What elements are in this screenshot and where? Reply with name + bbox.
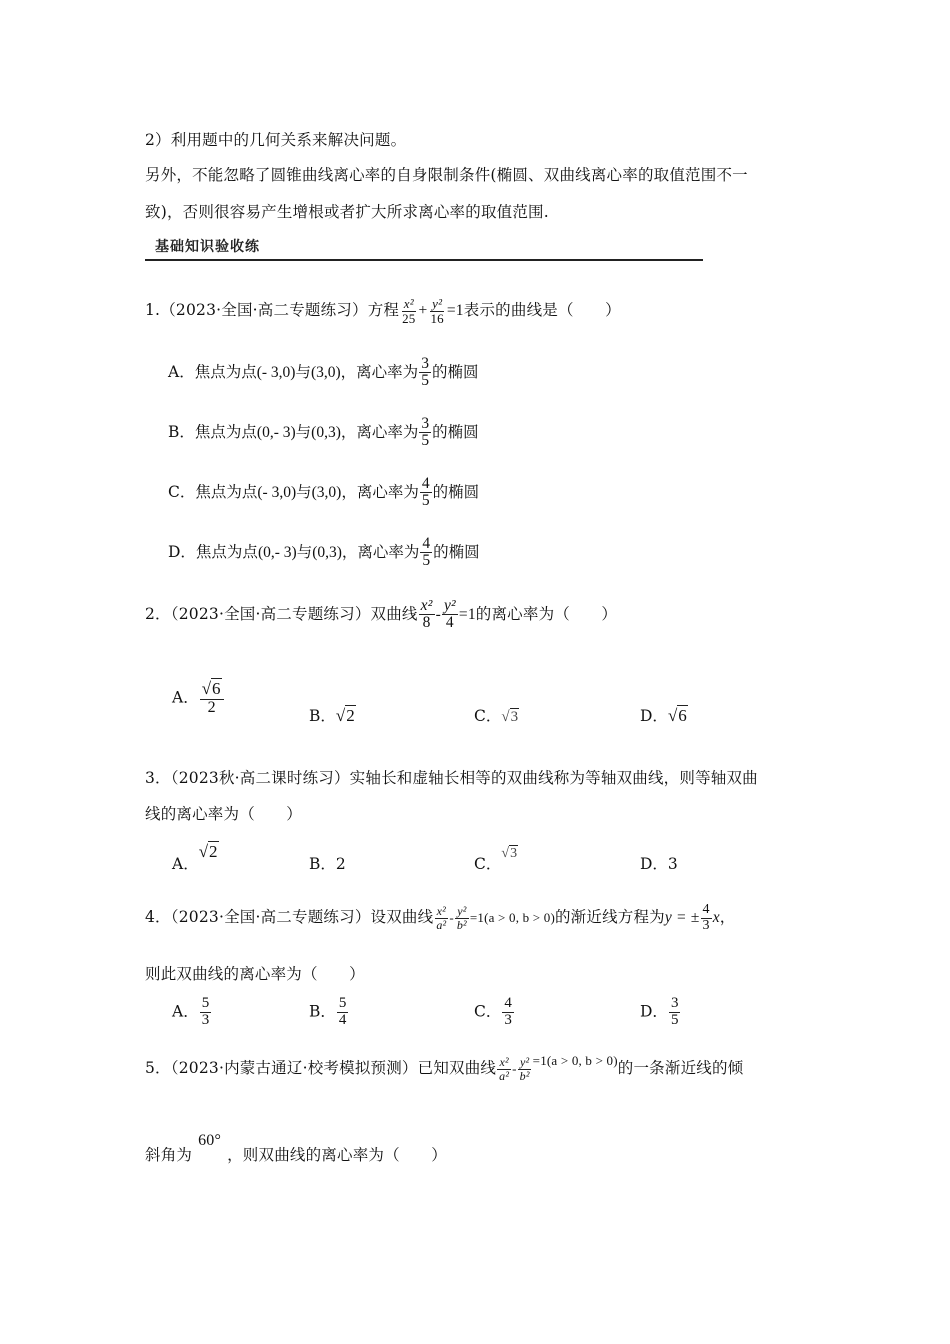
option-fraction xyxy=(337,996,349,1029)
sqrt-symbol: √2 xyxy=(198,842,218,861)
eccentricity-fraction xyxy=(420,536,432,570)
fraction-numerator: y² xyxy=(432,296,443,311)
q3-option-a[interactable] xyxy=(172,842,219,874)
fraction-denominator: 3 xyxy=(201,1011,210,1028)
fraction-denominator: b² xyxy=(456,917,467,932)
focus-point: (- 3,0) xyxy=(257,483,297,501)
radicand: 6 xyxy=(678,706,687,725)
q4-option-d[interactable] xyxy=(640,996,681,1029)
fraction-numerator: y² xyxy=(457,904,467,919)
punctuation: ， xyxy=(719,908,736,927)
equation-fraction xyxy=(518,1056,532,1082)
equation-condition: =1(a > 0, b > 0) xyxy=(532,1053,618,1069)
fraction-numerator: y² xyxy=(519,1055,530,1069)
option-text: 的椭圆 xyxy=(431,362,479,381)
sqrt-symbol: √3 xyxy=(501,846,518,861)
sqrt-symbol: √6 xyxy=(201,679,221,698)
option-fraction xyxy=(200,680,224,717)
fraction-numerator: 4 xyxy=(702,902,710,917)
question-5-prefix: 5．（2023·内蒙古通辽·校考模拟预测）已知双曲线 xyxy=(145,1059,497,1078)
question-5 xyxy=(145,1053,744,1083)
radicand: 3 xyxy=(510,709,519,725)
fraction-numerator: x² xyxy=(436,904,446,919)
q4-option-a[interactable] xyxy=(172,996,212,1029)
equation-fraction xyxy=(434,905,448,931)
focus-point: (0,3) xyxy=(311,423,341,441)
q2-option-a[interactable] xyxy=(172,680,225,717)
fraction-denominator: 5 xyxy=(670,1011,679,1028)
radicand: 3 xyxy=(510,846,518,861)
equation-fraction xyxy=(497,1056,511,1082)
fraction-numerator: x² xyxy=(403,296,414,311)
question-4-prefix: 4．（2023·全国·高二专题练习）设双曲线 xyxy=(145,908,434,927)
equation-rhs: =1 xyxy=(446,302,464,320)
operator: + xyxy=(418,302,428,320)
fraction-denominator: 4 xyxy=(445,614,454,632)
angle-value: 60° xyxy=(198,1132,222,1149)
q2-option-c[interactable] xyxy=(474,704,519,726)
q1-option-a[interactable] xyxy=(168,356,478,390)
fraction-numerator: 3 xyxy=(670,995,679,1011)
option-label: B． xyxy=(309,1002,336,1021)
fraction-denominator: 25 xyxy=(402,310,416,326)
fraction-denominator: 3 xyxy=(702,917,710,933)
option-text: ，离心率为 xyxy=(341,542,420,561)
option-label: B．焦点为点 xyxy=(168,422,257,441)
eccentricity-fraction xyxy=(419,356,431,390)
option-label: C．焦点为点 xyxy=(168,482,258,501)
fraction-denominator: 5 xyxy=(422,552,431,570)
option-label: D． xyxy=(640,1002,668,1021)
q1-option-b[interactable] xyxy=(168,416,479,450)
fraction-numerator: 4 xyxy=(421,475,430,492)
equation-rhs: =1 xyxy=(458,605,476,623)
fraction-numerator: 5 xyxy=(201,995,210,1011)
fraction-denominator: b² xyxy=(519,1068,530,1083)
focus-point: (0,- 3) xyxy=(257,543,297,561)
equation-fraction xyxy=(400,297,417,325)
focus-point: (0,- 3) xyxy=(256,423,296,441)
option-label: A． xyxy=(172,855,199,873)
option-label: C． xyxy=(474,855,502,873)
operator: - xyxy=(449,910,454,926)
option-label: C． xyxy=(474,1002,502,1021)
intro-line-2: 另外，不能忽略了圆锥曲线离心率的自身限制条件(椭圆、双曲线离心率的取值范围不一 xyxy=(145,166,748,184)
option-fraction xyxy=(669,996,681,1029)
option-text: 与 xyxy=(295,362,311,381)
q4-option-b[interactable] xyxy=(309,996,349,1029)
section-underline xyxy=(145,259,703,261)
operator: - xyxy=(435,605,441,623)
option-text: 与 xyxy=(296,542,313,561)
focus-point: (- 3,0) xyxy=(256,363,296,381)
option-text: 的椭圆 xyxy=(432,422,479,441)
question-1-suffix: 表示的曲线是（ ） xyxy=(463,301,621,320)
fraction-denominator: a² xyxy=(436,917,447,932)
intro-line-3: 致)，否则很容易产生增根或者扩大所求离心率的取值范围. xyxy=(145,203,549,221)
fraction-numerator: 3 xyxy=(421,355,429,372)
q2-option-d[interactable] xyxy=(640,704,688,726)
option-label: D．焦点为点 xyxy=(168,542,258,561)
focus-point: (0,3) xyxy=(312,543,342,561)
equation-condition: =1(a > 0, b > 0) xyxy=(469,910,555,926)
question-2-suffix: 的离心率为（ ） xyxy=(475,604,618,623)
radicand: 2 xyxy=(209,842,218,861)
option-label: B． xyxy=(309,707,336,725)
option-text: ，离心率为 xyxy=(341,482,419,501)
fraction-numerator: x² xyxy=(420,597,433,614)
radicand: 2 xyxy=(346,706,355,725)
fraction-denominator: 8 xyxy=(422,614,431,632)
question-1 xyxy=(145,297,621,325)
fraction-numerator: y² xyxy=(443,597,456,614)
asymptote-lhs: y = ± xyxy=(664,909,700,927)
option-label: A． xyxy=(172,688,199,707)
equation-fraction xyxy=(419,598,435,632)
intro-line-1: 2）利用题中的几何关系来解决问题。 xyxy=(145,131,407,149)
focus-point: (3,0) xyxy=(311,483,342,501)
q3-option-d[interactable]: D．3 xyxy=(640,855,678,873)
asymptote-fraction xyxy=(701,903,712,933)
option-label: A． xyxy=(172,1002,199,1021)
fraction-denominator: 5 xyxy=(421,372,429,390)
fraction-denominator: 5 xyxy=(421,432,430,450)
equation-fraction xyxy=(442,598,458,632)
option-text: ，离心率为 xyxy=(340,362,419,381)
fraction-numerator: 5 xyxy=(338,995,347,1011)
eccentricity-fraction xyxy=(419,416,431,450)
question-4-line-2: 则此双曲线的离心率为（ ） xyxy=(145,965,365,983)
fraction-denominator: 3 xyxy=(504,1011,512,1028)
q1-option-d[interactable] xyxy=(168,536,480,570)
option-text: 的椭圆 xyxy=(432,482,480,501)
q3-option-b[interactable]: B．2 xyxy=(309,855,346,873)
option-text: 的椭圆 xyxy=(433,542,480,561)
question-3-line-2: 线的离心率为（ ） xyxy=(145,805,303,823)
option-fraction xyxy=(200,996,212,1029)
q2-option-b[interactable] xyxy=(309,704,356,726)
question-5-suffix: 的一条渐近线的倾 xyxy=(617,1059,744,1078)
equation-fraction xyxy=(455,905,469,931)
option-text: ，离心率为 xyxy=(340,422,419,441)
eccentricity-fraction xyxy=(420,476,432,510)
fraction-denominator: 2 xyxy=(207,698,216,716)
question-3-line-1: 3．（2023秋·高二课时练习）实轴长和虚轴长相等的双曲线称为等轴双曲线，则等轴双曲 xyxy=(145,769,758,787)
option-fraction xyxy=(502,996,514,1029)
focus-point: (3,0) xyxy=(310,363,341,381)
radicand: 6 xyxy=(212,679,221,698)
q1-option-c[interactable] xyxy=(168,476,479,510)
question-1-prefix: 1.（2023·全国·高二专题练习）方程 xyxy=(145,301,400,320)
sqrt-symbol: √6 xyxy=(667,706,687,725)
asymptote-variable: x xyxy=(712,909,720,927)
section-title: 基础知识验收练 xyxy=(155,239,260,255)
sqrt-symbol: √2 xyxy=(335,706,355,725)
fraction-numerator: 3 xyxy=(421,415,430,432)
fraction-numerator: x² xyxy=(499,1055,509,1069)
q3-option-c[interactable] xyxy=(474,846,518,874)
question-4-mid: 的渐近线方程为 xyxy=(554,908,665,927)
sqrt-symbol: √3 xyxy=(501,709,519,725)
question-5-line-2-suffix: ，则双曲线的离心率为（ ） xyxy=(227,1146,447,1164)
option-text: 与 xyxy=(295,422,312,441)
q4-option-c[interactable] xyxy=(474,996,515,1029)
question-5-line-2 xyxy=(145,1132,447,1165)
option-label: A．焦点为点 xyxy=(168,362,257,381)
fraction-denominator: 16 xyxy=(430,310,444,326)
fraction-denominator: a² xyxy=(499,1068,510,1083)
option-text: 与 xyxy=(296,482,312,501)
fraction-numerator: 4 xyxy=(422,535,431,552)
operator: - xyxy=(512,1061,517,1077)
fraction-numerator: 4 xyxy=(504,995,512,1011)
fraction-denominator: 5 xyxy=(421,492,430,510)
fraction-denominator: 4 xyxy=(338,1011,347,1028)
question-2-prefix: 2．（2023·全国·高二专题练习）双曲线 xyxy=(145,604,418,623)
question-5-line-2-prefix: 斜角为 xyxy=(145,1146,193,1164)
option-label: C． xyxy=(474,707,502,725)
option-label: D． xyxy=(640,707,668,725)
equation-fraction xyxy=(428,297,445,325)
question-2 xyxy=(145,598,617,632)
question-4 xyxy=(145,903,736,933)
